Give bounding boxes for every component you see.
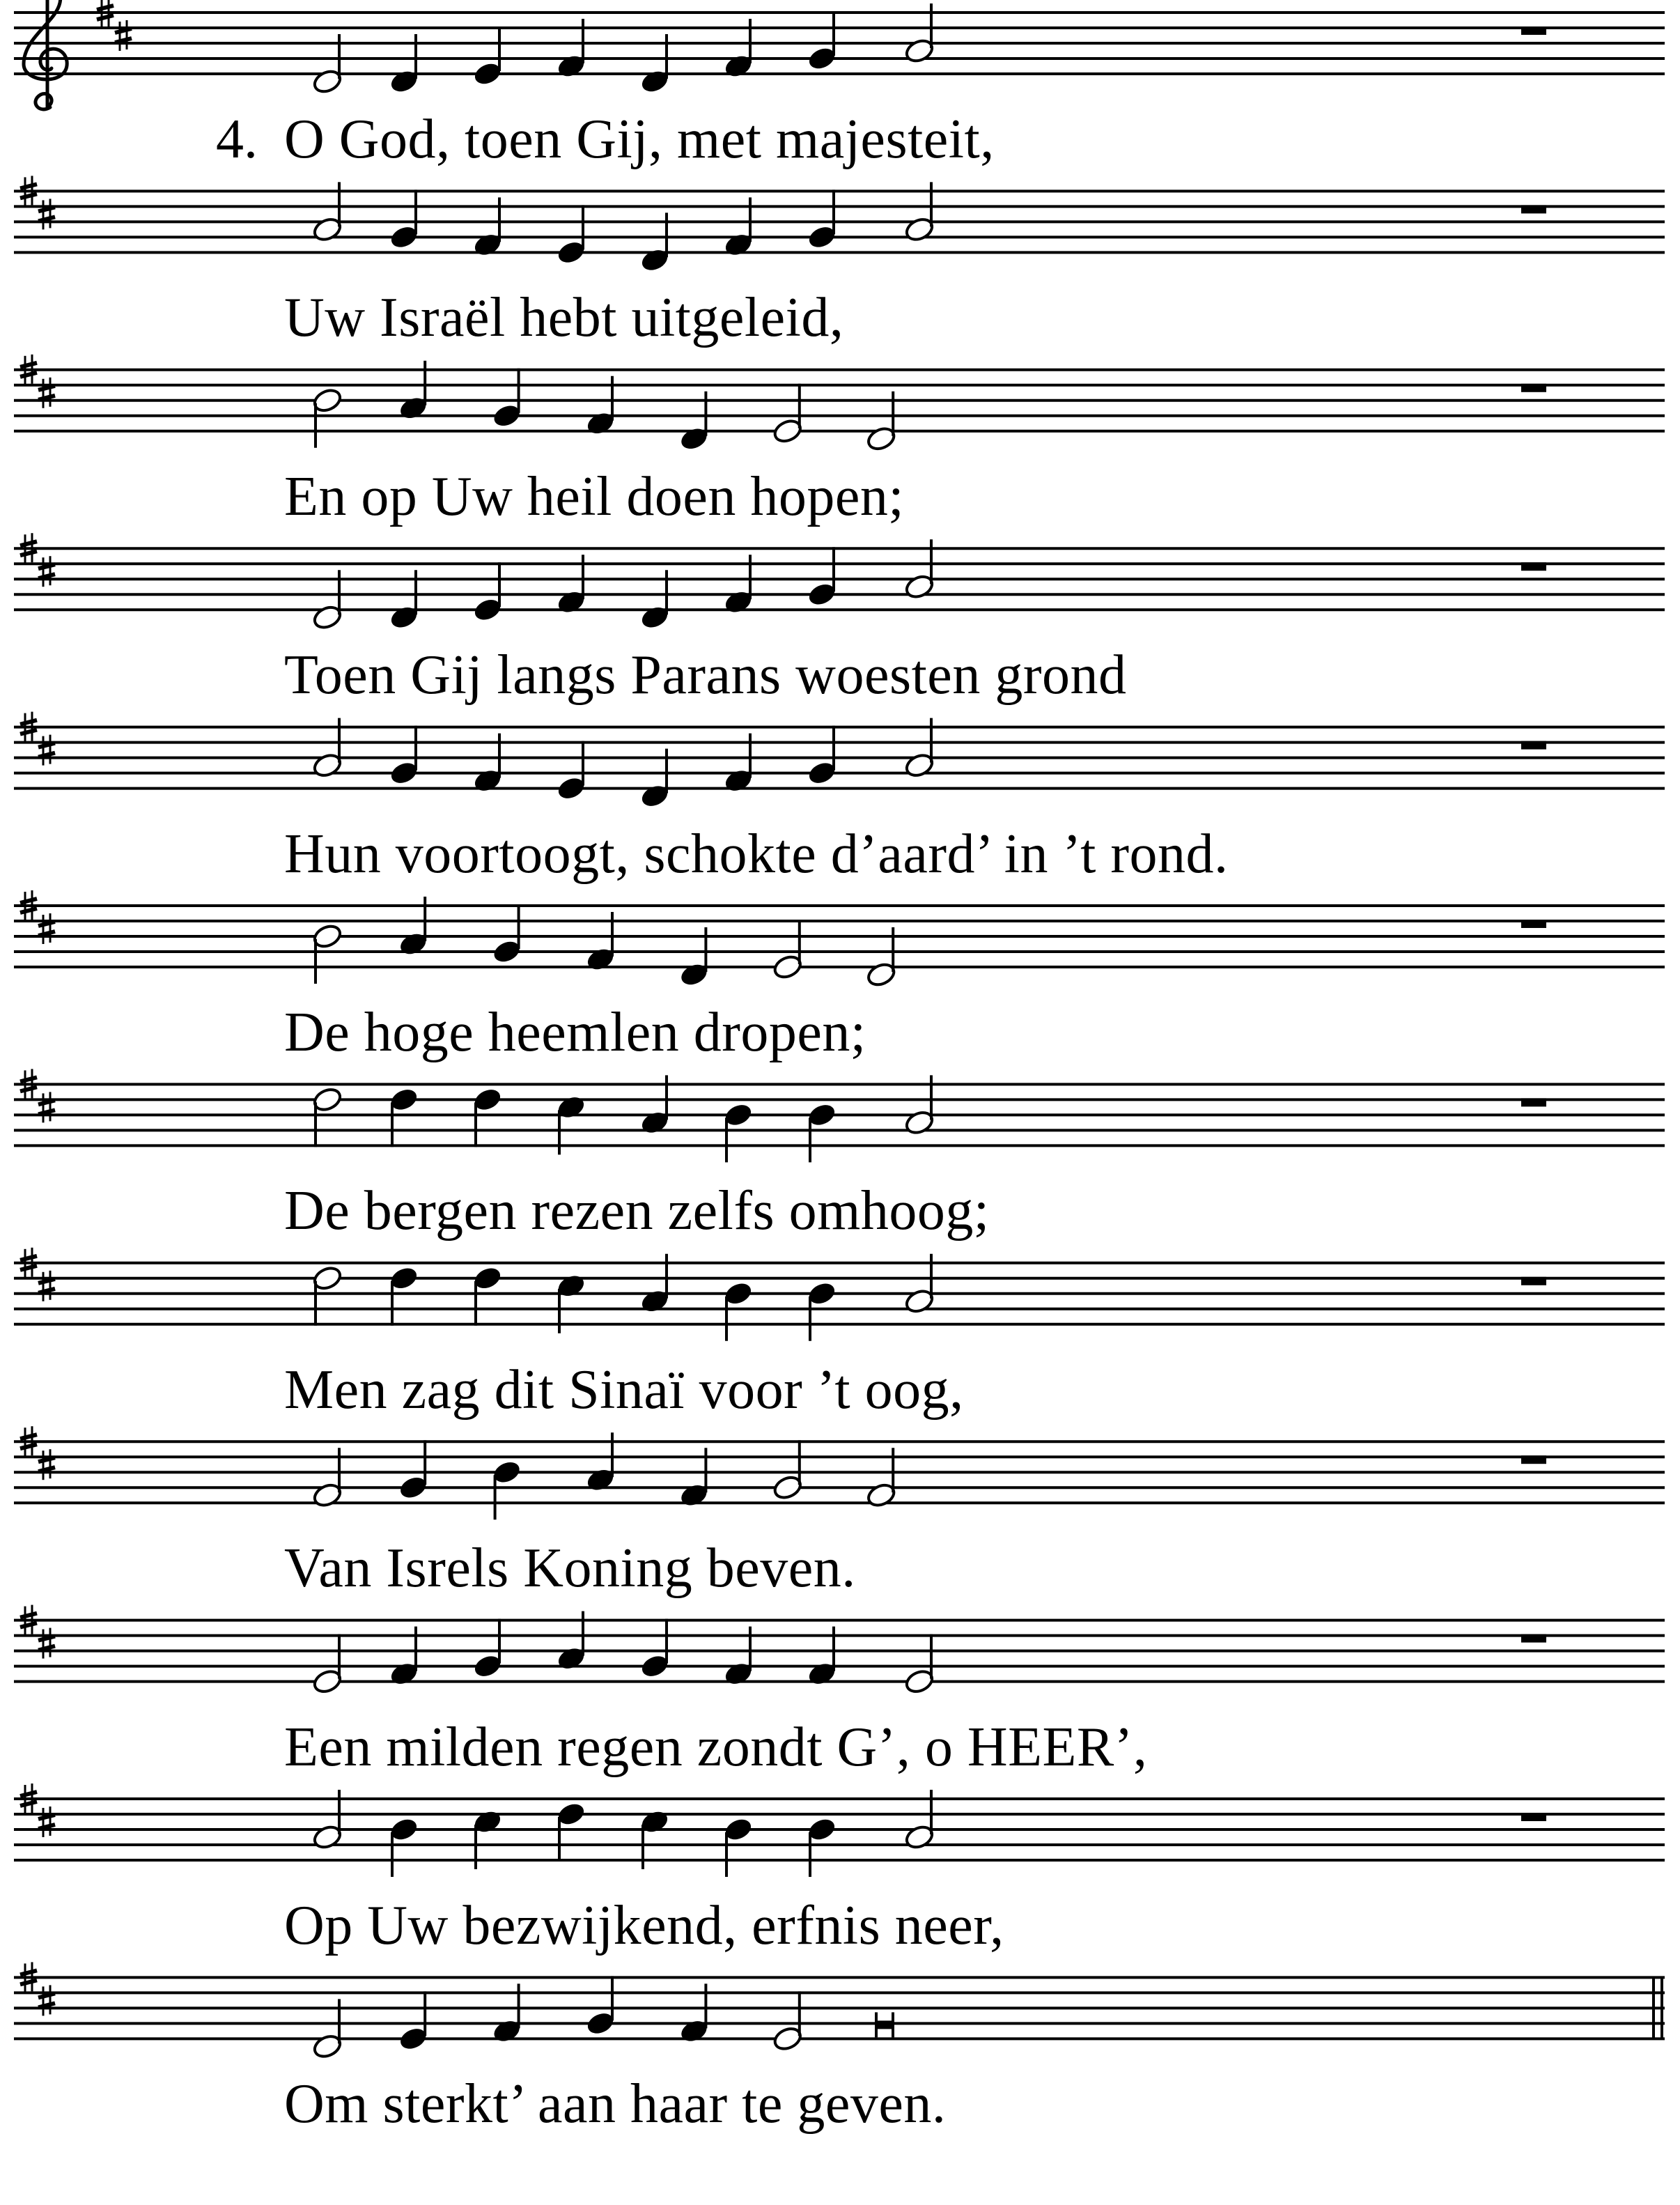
- note: [311, 387, 343, 448]
- lyric-line: Op Uw bezwijkend, erfnis neer,: [284, 1895, 1004, 1956]
- note: [472, 26, 503, 88]
- note: [388, 1816, 419, 1877]
- staff-system: [14, 355, 1665, 453]
- note: [806, 1816, 837, 1877]
- lyric-line: O God, toen Gij, met majesteit,: [284, 109, 995, 170]
- rest-icon: [1521, 741, 1546, 750]
- staff-system: [14, 1426, 1665, 1519]
- note: [388, 1086, 419, 1147]
- lyric-line: Toen Gij langs Parans woesten grond: [284, 644, 1127, 706]
- key-sharp-c-icon: [38, 913, 55, 944]
- lyric-line: Om sterkt’ aan haar te geven.: [284, 2073, 947, 2135]
- verse-number: 4.: [216, 109, 258, 170]
- staff-system: [14, 1069, 1665, 1162]
- note: [491, 904, 522, 966]
- key-sharp-c-icon: [38, 1806, 55, 1837]
- staff-system: [14, 1248, 1665, 1341]
- note: [722, 1101, 754, 1163]
- note: [472, 562, 503, 624]
- staff-system: [14, 712, 1665, 810]
- note: [388, 726, 419, 787]
- rest-icon: [1521, 205, 1546, 213]
- note: [806, 547, 837, 608]
- note: [639, 1619, 670, 1680]
- rest-icon: [1521, 1098, 1546, 1106]
- rest-icon: [1521, 920, 1546, 928]
- key-sharp-c-icon: [115, 20, 132, 51]
- note: [388, 1264, 419, 1326]
- rest-icon: [1521, 1277, 1546, 1285]
- note: [722, 1816, 754, 1877]
- key-sharp-c-icon: [38, 556, 55, 587]
- key-sharp-c-icon: [38, 199, 55, 229]
- key-sharp-c-icon: [38, 1628, 55, 1659]
- rest-icon: [1521, 26, 1546, 35]
- note: [555, 1800, 586, 1862]
- rest-icon: [1521, 1813, 1546, 1821]
- note: [311, 922, 343, 984]
- staff-system: [14, 1962, 1665, 2060]
- note: [555, 741, 586, 803]
- note: [311, 1264, 343, 1326]
- staff-system: [14, 533, 1665, 631]
- note: [584, 1976, 616, 2037]
- lyric-line: De hoge heemlen dropen;: [284, 1002, 866, 1063]
- rest-icon: [1521, 1634, 1546, 1643]
- key-sharp-c-icon: [38, 1985, 55, 2016]
- note: [555, 205, 586, 266]
- lyric-line: Een milden regen zondt G’, o HEER’,: [284, 1716, 1148, 1778]
- breve-rest-icon: [876, 2012, 893, 2037]
- note: [806, 1101, 837, 1163]
- note: [722, 1280, 754, 1341]
- note: [397, 1440, 428, 1501]
- key-sharp-c-icon: [38, 378, 55, 408]
- treble-clef-icon: [24, 0, 67, 109]
- note: [903, 1634, 935, 1696]
- lyric-line: De bergen rezen zelfs omhoog;: [284, 1180, 990, 1242]
- note: [311, 1086, 343, 1147]
- key-sharp-c-icon: [38, 1449, 55, 1480]
- staff-system: [14, 1605, 1665, 1696]
- lyric-line: Men zag dit Sinaï voor ’t oog,: [284, 1359, 964, 1421]
- key-sharp-c-icon: [38, 1092, 55, 1122]
- note: [491, 369, 522, 430]
- key-sharp-c-icon: [38, 735, 55, 766]
- rest-icon: [1521, 384, 1546, 392]
- note: [491, 1458, 522, 1519]
- note: [472, 1619, 503, 1680]
- note: [806, 1280, 837, 1341]
- staff-system: [14, 0, 1665, 109]
- rest-icon: [1521, 1455, 1546, 1464]
- note: [806, 726, 837, 787]
- note: [806, 11, 837, 72]
- lyric-line: Van Isrels Koning beven.: [284, 1538, 856, 1600]
- lyric-line: En op Uw heil doen hopen;: [284, 465, 905, 527]
- lyric-line: Hun voortoogt, schokte d’aard’ in ’t rond.: [284, 823, 1229, 885]
- note: [472, 1086, 503, 1147]
- note: [311, 1634, 343, 1696]
- note: [806, 189, 837, 251]
- staff-system: [14, 176, 1665, 274]
- note: [772, 1991, 803, 2052]
- note: [472, 1264, 503, 1326]
- staff-system: [14, 1784, 1665, 1877]
- note: [397, 1991, 428, 2052]
- note: [772, 1440, 803, 1501]
- key-sharp-c-icon: [38, 1271, 55, 1301]
- note: [772, 384, 803, 445]
- lyric-line: Uw Israël hebt uitgeleid,: [284, 287, 844, 349]
- note: [388, 189, 419, 251]
- staff-system: [14, 890, 1665, 989]
- note: [772, 920, 803, 981]
- rest-icon: [1521, 562, 1546, 571]
